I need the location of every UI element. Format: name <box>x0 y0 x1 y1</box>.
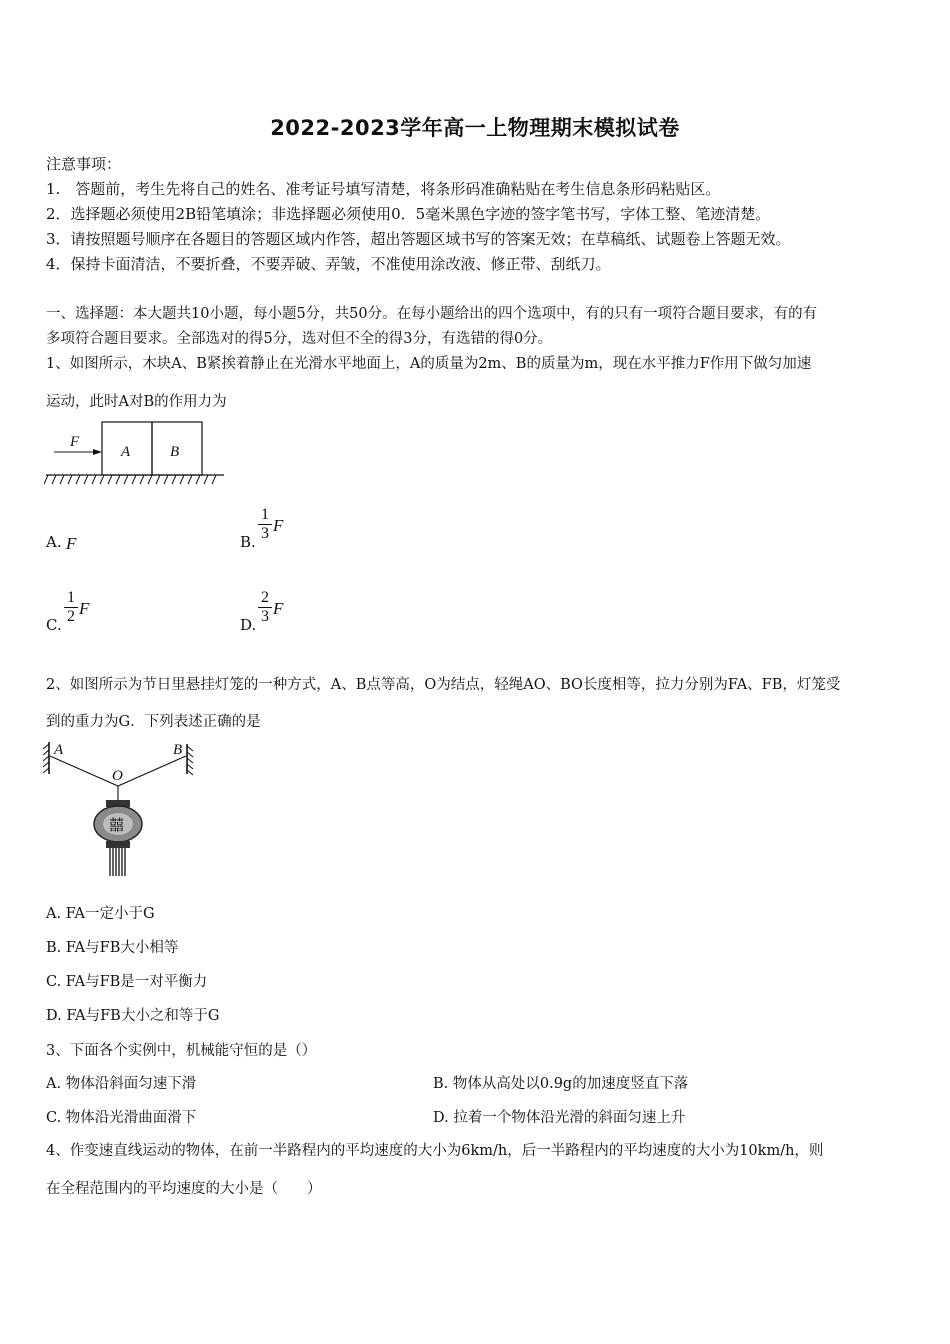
q1-option-a-label: A. <box>46 533 62 551</box>
q1-option-c-fraction <box>64 589 78 626</box>
q1-option-b-num: 1 <box>261 506 269 523</box>
q3-option-b: B. 物体从高处以0.9g的加速度竖直下落 <box>433 1076 689 1092</box>
q1-option-d-fraction <box>258 589 272 626</box>
q1-option-d-num: 2 <box>261 589 269 606</box>
q2-lantern-character: 囍 <box>109 816 125 834</box>
q2-stem-line2: 到的重力为G．下列表述正确的是 <box>46 714 261 730</box>
q1-option-c-num: 1 <box>67 589 75 606</box>
q1-option-d-var: F <box>273 599 284 618</box>
q1-option-b-fraction <box>258 506 272 543</box>
q1-option-d-label: D. <box>240 616 257 634</box>
q3-option-d: D. 拉着一个物体沿光滑的斜面匀速上升 <box>433 1110 686 1126</box>
notice-item-2: 2．选择题必须使用2B铅笔填涂；非选择题必须使用0．5毫米黑色字迹的签字笔书写，字体工整、笔迹清楚。 <box>46 205 771 223</box>
section1-intro-line1: 一、选择题：本大题共10小题，每小题5分，共50分。在每小题给出的四个选项中，有的只有一项符合题目要求，有的有 <box>46 306 818 322</box>
q2-point-o-label: O <box>112 768 123 784</box>
notice-heading: 注意事项： <box>46 155 122 173</box>
q1-force-label: F <box>70 434 80 450</box>
q1-option-b-den: 3 <box>261 525 269 542</box>
notice-item-3: 3．请按照题号顺序在各题目的答题区域内作答，超出答题区域书写的答案无效；在草稿纸、试题卷上答题无效。 <box>46 230 791 248</box>
q1-option-b-var: F <box>273 516 284 535</box>
section1-intro-line2: 多项符合题目要求。全部选对的得5分，选对但不全的得3分，有选错的得0分。 <box>46 331 553 347</box>
q2-point-b-label: B <box>173 742 183 758</box>
q1-block-b-label: B <box>170 444 180 460</box>
q1-stem-line2: 运动，此时A对B的作用力为 <box>46 394 227 410</box>
q2-stem-line1: 2、如图所示为节日里悬挂灯笼的一种方式，A、B点等高，O为结点，轻绳AO、BO长度相等，拉力分别为FA、FB，灯笼受 <box>46 677 841 693</box>
q1-option-d-den: 3 <box>261 608 269 625</box>
q3-stem: 3、下面各个实例中，机械能守恒的是（） <box>46 1043 317 1059</box>
q2-option-a: A. FA一定小于G <box>46 906 155 922</box>
q1-option-a-var: F <box>66 534 77 553</box>
page-title: 2022-2023学年高一上物理期末模拟试卷 <box>270 116 680 140</box>
q1-option-c-label: C. <box>46 616 62 634</box>
q1-block-a-label: A <box>121 444 131 460</box>
q1-blocks-figure <box>44 418 226 488</box>
q2-option-c: C. FA与FB是一对平衡力 <box>46 974 208 990</box>
q1-stem-line1: 1、如图所示，木块A、B紧挨着静止在光滑水平地面上，A的质量为2m、B的质量为m，现在水平推力F作用下做匀加速 <box>46 356 812 372</box>
q4-stem-line2: 在全程范围内的平均速度的大小是（ ） <box>46 1181 322 1197</box>
q1-option-c-var: F <box>79 599 90 618</box>
q2-option-d: D. FA与FB大小之和等于G <box>46 1008 220 1024</box>
q3-option-c: C. 物体沿光滑曲面滑下 <box>46 1110 197 1126</box>
q2-option-b: B. FA与FB大小相等 <box>46 940 179 956</box>
q1-option-c-den: 2 <box>67 608 75 625</box>
q1-option-b-label: B. <box>240 533 256 551</box>
q4-stem-line1: 4、作变速直线运动的物体，在前一半路程内的平均速度的大小为6km/h，后一半路程内的平均速度的大小为10km/h，则 <box>46 1143 824 1159</box>
q3-option-a: A. 物体沿斜面匀速下滑 <box>46 1076 197 1092</box>
notice-item-1: 1. 答题前，考生先将自己的姓名、准考证号填写清楚，将条形码准确粘贴在考生信息条形码粘贴区。 <box>46 180 721 198</box>
q2-point-a-label: A <box>54 742 64 758</box>
notice-item-4: 4．保持卡面清洁，不要折叠，不要弄破、弄皱，不准使用涂改液、修正带、刮纸刀。 <box>46 255 611 273</box>
q2-lantern-figure <box>40 738 200 878</box>
